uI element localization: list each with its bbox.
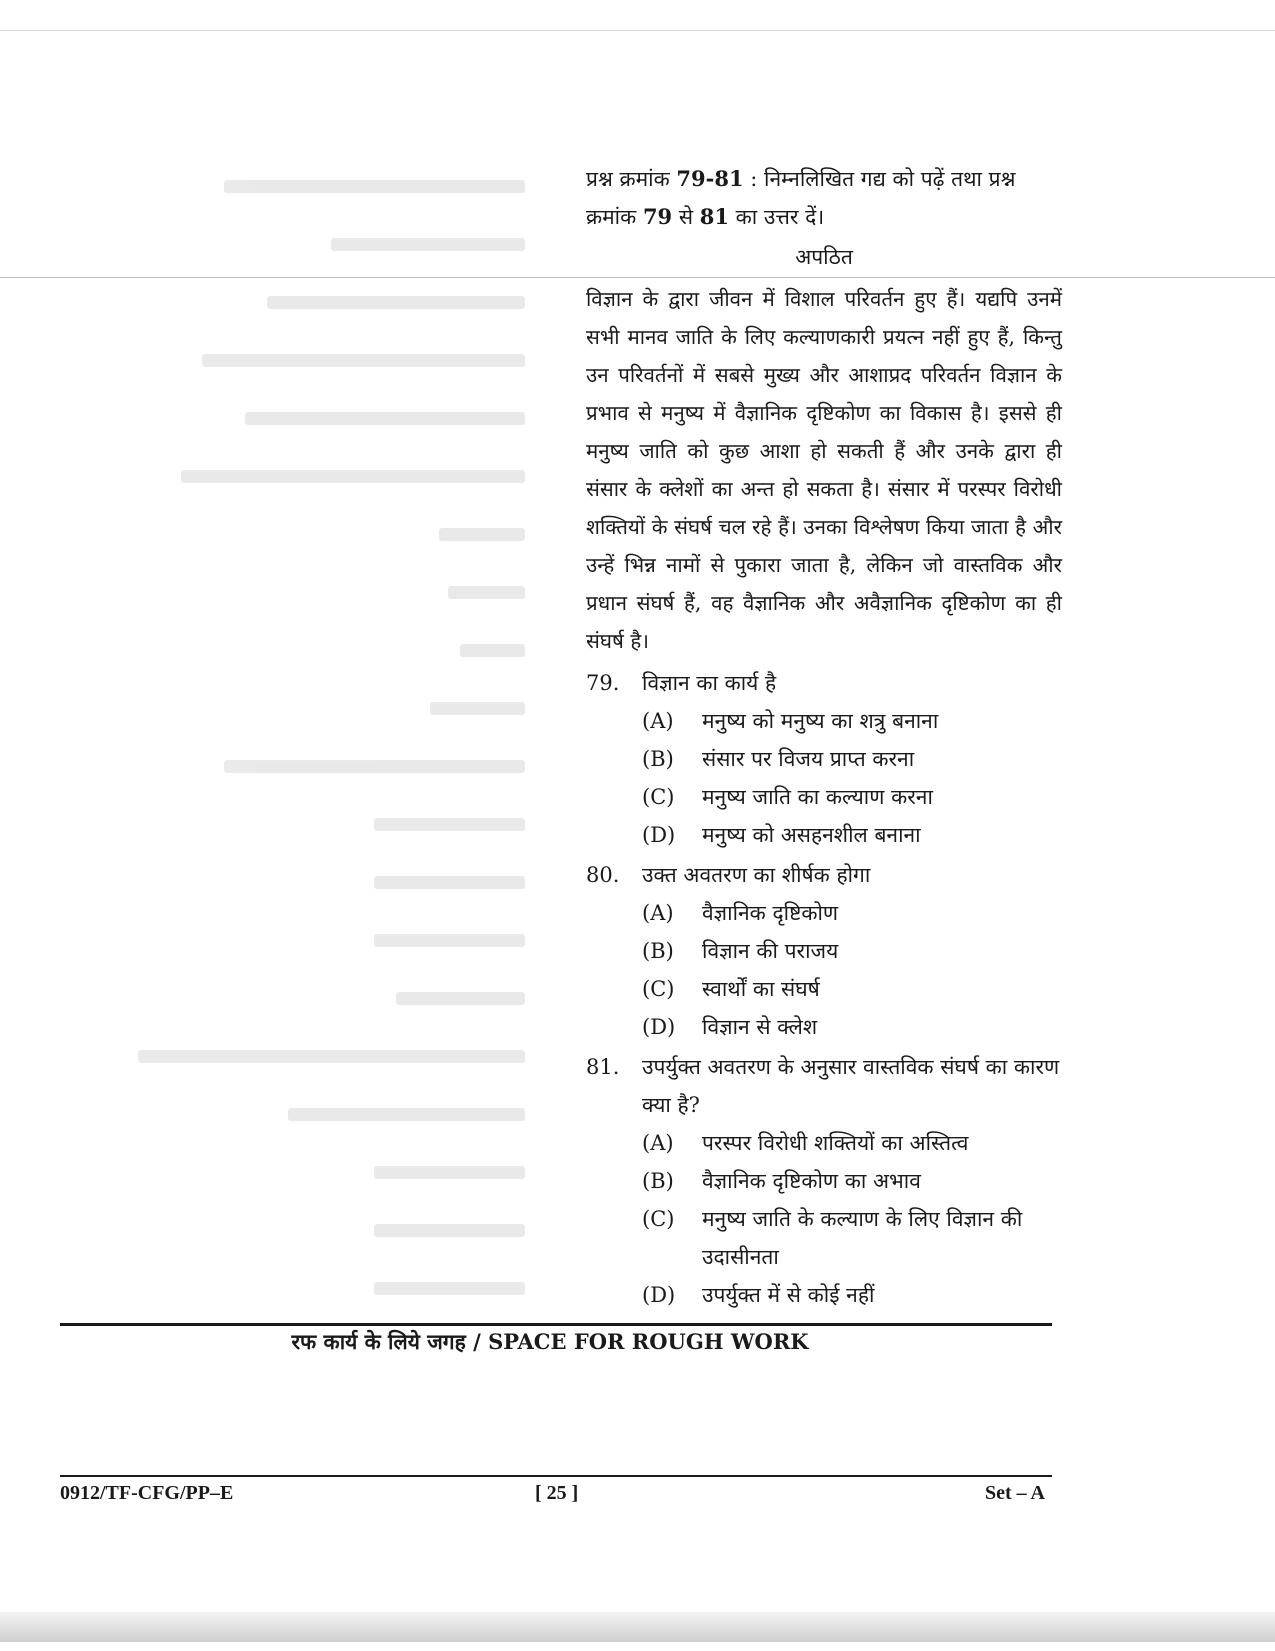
option-b <box>642 932 1062 970</box>
option-b <box>642 740 1062 778</box>
passage-title: अपठित <box>795 245 853 269</box>
option-text: वैज्ञानिक दृष्टिकोण <box>702 901 839 925</box>
option-label: (B) <box>642 1169 674 1193</box>
header-text: क्रमांक <box>586 205 643 229</box>
option-c <box>642 970 1062 1008</box>
question-column <box>586 160 1062 1314</box>
option-text: विज्ञान की पराजय <box>702 939 839 963</box>
question-start: 79 <box>642 204 673 229</box>
option-text: मनुष्य जाति के कल्याण के लिए विज्ञान की उदासीनता <box>702 1207 1023 1269</box>
option-text: संसार पर विजय प्राप्त करना <box>702 747 915 771</box>
question-80 <box>586 856 1062 1046</box>
question-79 <box>586 664 1062 854</box>
option-label: (A) <box>642 901 674 925</box>
option-d <box>642 816 1062 854</box>
option-text: परस्पर विरोधी शक्तियों का अस्तित्व <box>702 1131 969 1155</box>
option-label: (B) <box>642 747 674 771</box>
question-end: 81 <box>699 204 729 229</box>
question-number: 81. <box>586 1055 620 1079</box>
header-text: से <box>672 205 700 229</box>
rough-work-label: रफ कार्य के लिये जगह / SPACE FOR ROUGH WORK <box>291 1329 809 1354</box>
option-text: स्वार्थों का संघर्ष <box>702 977 820 1001</box>
header-text: का उत्तर दें। <box>728 205 825 229</box>
option-label: (C) <box>642 785 675 809</box>
instructions-header <box>586 160 1062 236</box>
option-text: मनुष्य को मनुष्य का शत्रु बनाना <box>702 709 939 733</box>
header-text: प्रश्न क्रमांक <box>586 167 677 191</box>
option-label: (D) <box>642 1015 676 1039</box>
option-c <box>642 1200 1062 1276</box>
header-text: : निम्नलिखित गद्य को पढ़ें तथा प्रश्न <box>743 167 1016 191</box>
option-a <box>642 702 1062 740</box>
question-number: 80. <box>586 863 620 887</box>
option-label: (B) <box>642 939 674 963</box>
footer-divider <box>60 1475 1052 1477</box>
scan-edge-line <box>0 30 1275 31</box>
option-d <box>642 1276 1062 1314</box>
question-text: उपर्युक्त अवतरण के अनुसार वास्तविक संघर्ष का कारण क्या है? <box>642 1055 1060 1117</box>
passage-text: विज्ञान के द्वारा जीवन में विशाल परिवर्तन हुए हैं। यद्यपि उनमें सभी मानव जाति के लिए कल्याणकारी प्रयत्न नहीं हुए हैं, किन्तु उन परिवर्तनों में सबसे मुख्य और आशाप्रद परिवर्तन विज्ञान के प्रभाव से मनुष्य में वैज्ञानिक दृष्टिकोण का विकास है। इससे ही मनुष्य जाति को कुछ आशा हो सकती हैं और उनके द्वारा ही संसार के क्लेशों का अन्त हो सकता है। संसार में परस्पर विरोधी शक्तियों के संघर्ष चल रहे हैं। उनका विश्लेषण किया जाता है और उन्हें भिन्न नामों से पुकारा जाता है, लेकिन जो वास्तविक और प्रधान संघर्ष हैं, वह वैज्ञानिक और अवैज्ञानिक दृष्टिकोण का ही संघर्ष है। <box>586 287 1062 653</box>
option-label: (D) <box>642 823 676 847</box>
option-text: वैज्ञानिक दृष्टिकोण का अभाव <box>702 1169 921 1193</box>
option-a <box>642 1124 1062 1162</box>
set-label: Set – A <box>985 1482 1045 1504</box>
page-number: [ 25 ] <box>535 1482 579 1504</box>
option-label: (A) <box>642 709 674 733</box>
option-label: (D) <box>642 1283 676 1307</box>
question-81 <box>586 1048 1062 1314</box>
option-label: (C) <box>642 977 675 1001</box>
paper-code: 0912/TF-CFG/PP–E <box>60 1482 234 1504</box>
question-number: 79. <box>586 671 620 695</box>
bleed-through-text <box>95 180 525 1310</box>
scan-bottom-band <box>0 1612 1275 1642</box>
question-text: विज्ञान का कार्य है <box>642 671 777 695</box>
question-range: 79-81 <box>676 166 744 191</box>
question-text: उक्त अवतरण का शीर्षक होगा <box>642 863 871 887</box>
option-label: (C) <box>642 1207 675 1231</box>
option-d <box>642 1008 1062 1046</box>
option-text: मनुष्य जाति का कल्याण करना <box>702 785 933 809</box>
option-text: मनुष्य को असहनशील बनाना <box>702 823 921 847</box>
option-text: विज्ञान से क्लेश <box>702 1015 818 1039</box>
option-label: (A) <box>642 1131 674 1155</box>
option-b <box>642 1162 1062 1200</box>
rough-work-divider <box>60 1323 1052 1326</box>
option-text: उपर्युक्त में से कोई नहीं <box>702 1283 875 1307</box>
option-c <box>642 778 1062 816</box>
option-a <box>642 894 1062 932</box>
